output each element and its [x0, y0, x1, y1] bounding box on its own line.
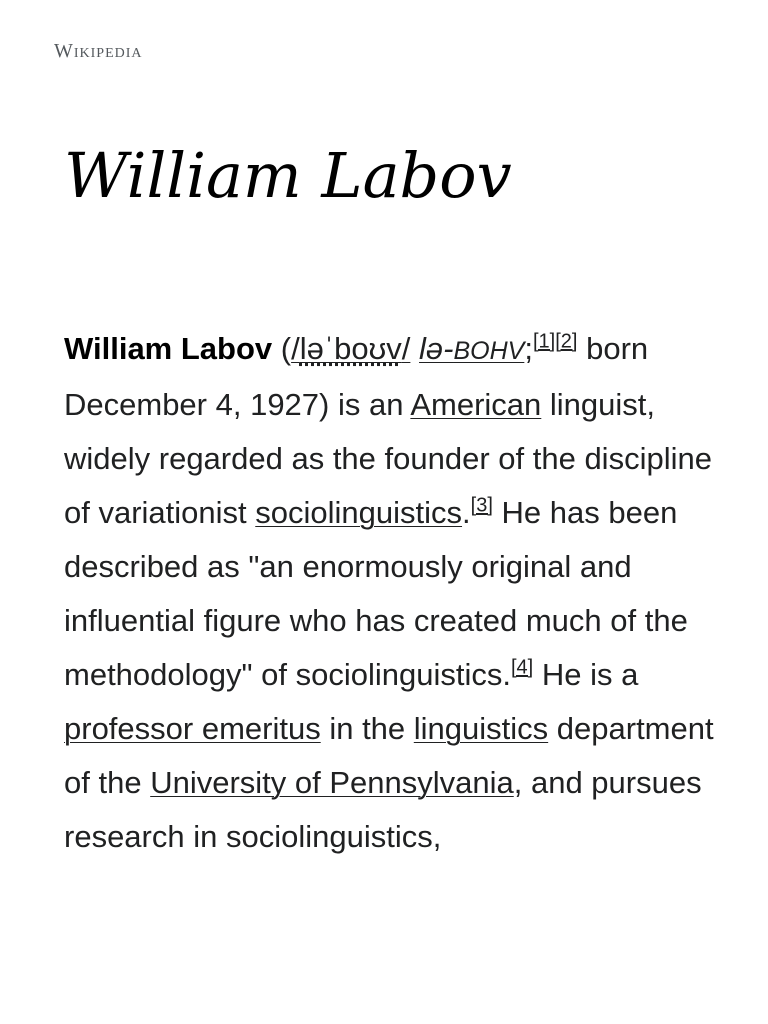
- text-described: He has been described as "an enormously original and influential figure who has created much of the methodology" of sociolinguistics.: [64, 495, 688, 692]
- wikipedia-wordmark[interactable]: Wikipedia: [54, 40, 143, 62]
- text-in-the: in the: [320, 711, 414, 746]
- text-he-is: He is a: [533, 657, 639, 692]
- respelling-link[interactable]: lə-BOHV: [419, 331, 525, 366]
- text-born: born December 4, 1927) is an: [64, 331, 649, 422]
- citation-3[interactable]: [3]: [470, 494, 493, 517]
- text-department: department of the: [64, 711, 714, 800]
- link-linguistics[interactable]: linguistics: [413, 711, 549, 746]
- citation-4[interactable]: [4]: [510, 656, 534, 679]
- link-sociolinguistics[interactable]: sociolinguistics: [255, 495, 463, 530]
- citation-2[interactable]: [2]: [555, 330, 578, 353]
- text-open-paren: (: [272, 331, 292, 366]
- link-american[interactable]: American: [410, 387, 542, 422]
- text-linguist: linguist, widely regarded as the founder of the discipline of variationist: [64, 387, 712, 530]
- link-professor-emeritus[interactable]: professor emeritus: [64, 711, 321, 746]
- article-lead-paragraph: [64, 322, 714, 864]
- page-title: William Labov: [64, 139, 512, 212]
- article-subject: William Labov: [64, 331, 273, 366]
- text-period: .: [462, 495, 471, 530]
- text-semicolon: ;: [524, 331, 533, 366]
- text-end: , and pursues research in sociolinguistics,: [64, 765, 702, 854]
- ipa-help-link[interactable]: /ləˈboʊv/: [291, 331, 411, 366]
- ipa-pronunciation[interactable]: ləˈboʊv: [299, 331, 402, 366]
- citation-1[interactable]: [1]: [532, 330, 556, 353]
- link-university-of-pennsylvania[interactable]: University of Pennsylvania: [150, 765, 514, 800]
